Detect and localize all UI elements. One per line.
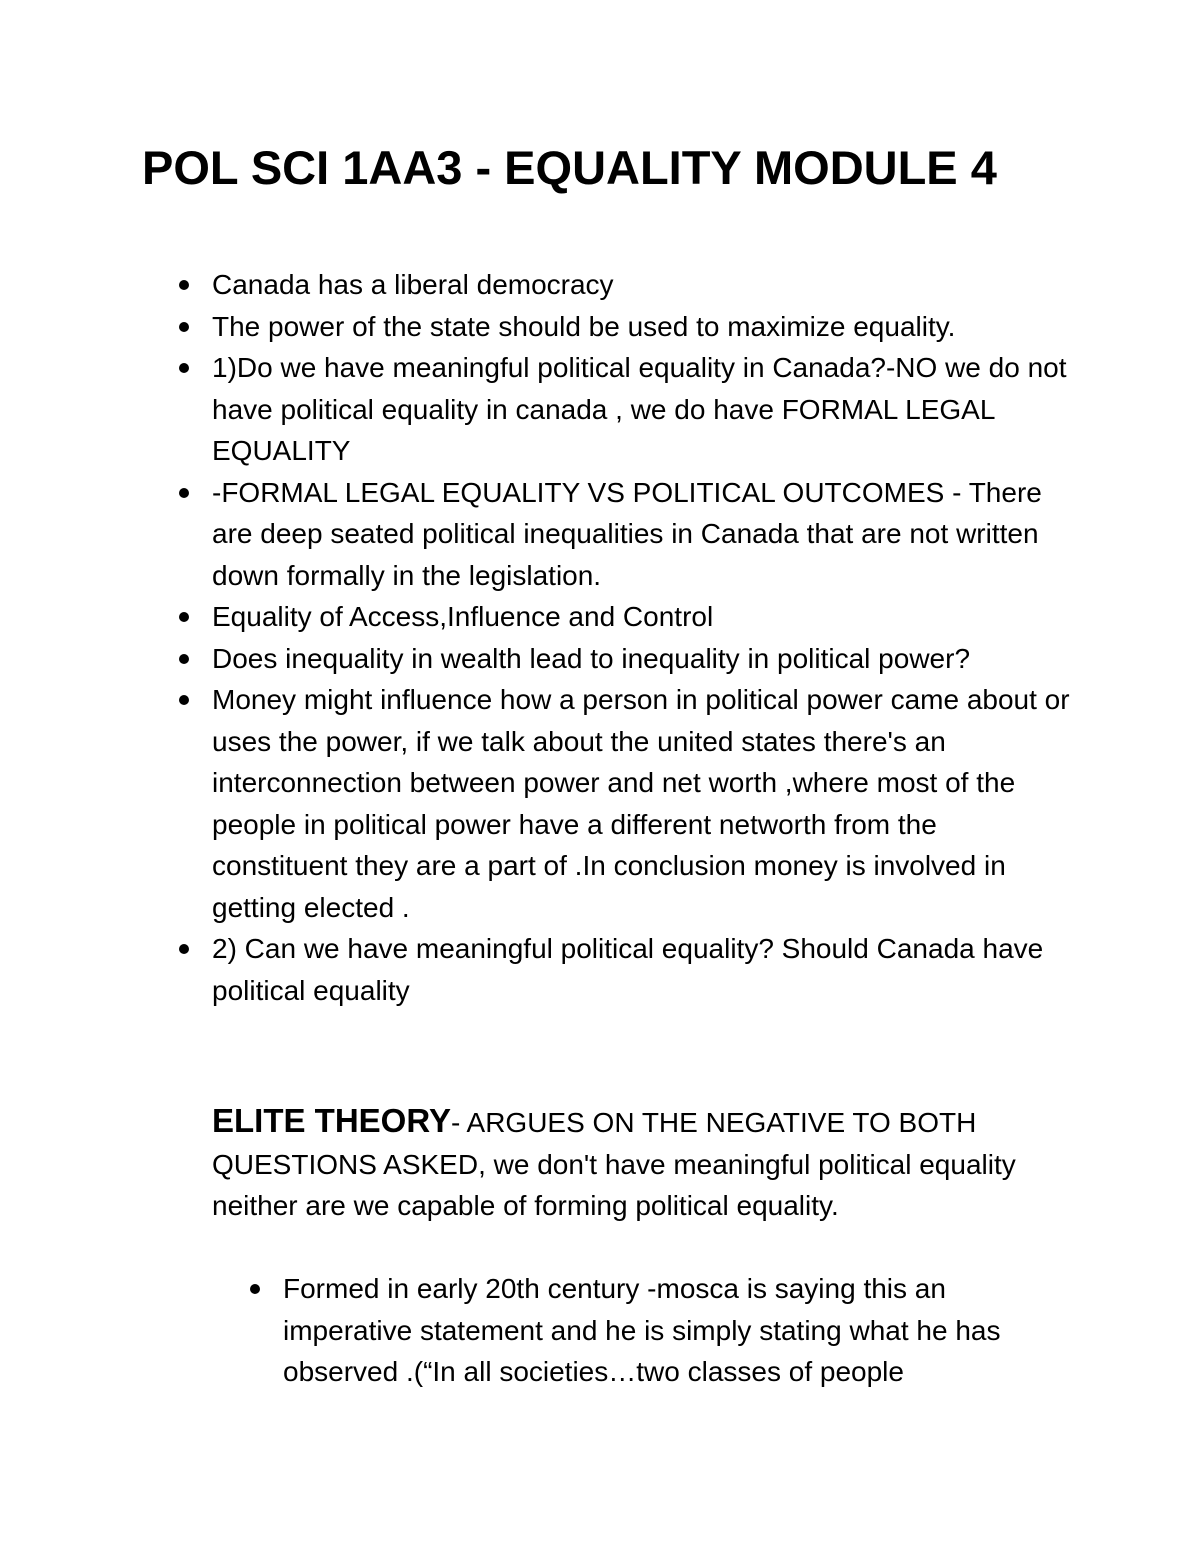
elite-theory-paragraph bbox=[212, 1100, 1052, 1227]
elite-theory-sub-list bbox=[283, 1268, 1063, 1393]
main-bullet-list bbox=[212, 264, 1072, 1011]
bullet-dot-icon bbox=[250, 1284, 260, 1294]
sub-bullet-text: Formed in early 20th century -mosca is saying this an imperative statement and he is simply stating what he has observed .(“In all societies…two classes of people bbox=[283, 1273, 1001, 1387]
bullet-text: 2) Can we have meaningful political equality? Should Canada have political equality bbox=[212, 933, 1044, 1006]
bullet-text: Money might influence how a person in political power came about or uses the power, if we talk about the united states there's an interconnection between power and net worth ,where most of the people in political power have a different networth from the constituent they are a part of .In conclusion money is involved in getting elected . bbox=[212, 684, 1070, 923]
document-title: POL SCI 1AA3 - EQUALITY MODULE 4 bbox=[142, 141, 997, 194]
bullet-text: Does inequality in wealth lead to inequality in political power? bbox=[212, 642, 971, 674]
bullet-item bbox=[212, 679, 1072, 928]
bullet-item bbox=[212, 596, 1072, 638]
bullet-text: Equality of Access,Influence and Control bbox=[212, 601, 714, 632]
bullet-dot-icon bbox=[179, 612, 189, 622]
bullet-dot-icon bbox=[179, 654, 189, 664]
bullet-item bbox=[212, 638, 1072, 680]
bullet-text: The power of the state should be used to maximize equality. bbox=[212, 310, 956, 342]
bullet-text: -FORMAL LEGAL EQUALITY VS POLITICAL OUTCOMES - There are deep seated political inequalities in Canada that are not written down formally in the legislation. bbox=[212, 476, 1042, 591]
elite-theory-text: - ARGUES ON THE NEGATIVE TO BOTH QUESTIONS ASKED, we don't have meaningful political equality neither are we capable of forming political equality. bbox=[212, 1107, 1016, 1221]
bullet-text: Canada has a liberal democracy bbox=[212, 269, 614, 300]
bullet-item bbox=[212, 928, 1072, 1011]
bullet-item bbox=[212, 264, 1072, 306]
bullet-dot-icon bbox=[179, 944, 189, 954]
bullet-dot-icon bbox=[179, 280, 189, 290]
bullet-dot-icon bbox=[179, 695, 189, 705]
bullet-item bbox=[212, 347, 1072, 472]
bullet-dot-icon bbox=[179, 363, 189, 373]
bullet-item bbox=[212, 472, 1072, 597]
sub-bullet-item bbox=[283, 1268, 1063, 1393]
bullet-dot-icon bbox=[179, 488, 189, 498]
bullet-item bbox=[212, 306, 1072, 348]
bullet-dot-icon bbox=[179, 322, 189, 332]
bullet-text: 1)Do we have meaningful political equality in Canada?-NO we do not have political equality in canada , we do have FORMAL LEGAL EQUALITY bbox=[212, 352, 1067, 466]
elite-theory-heading: ELITE THEORY bbox=[212, 1102, 451, 1139]
